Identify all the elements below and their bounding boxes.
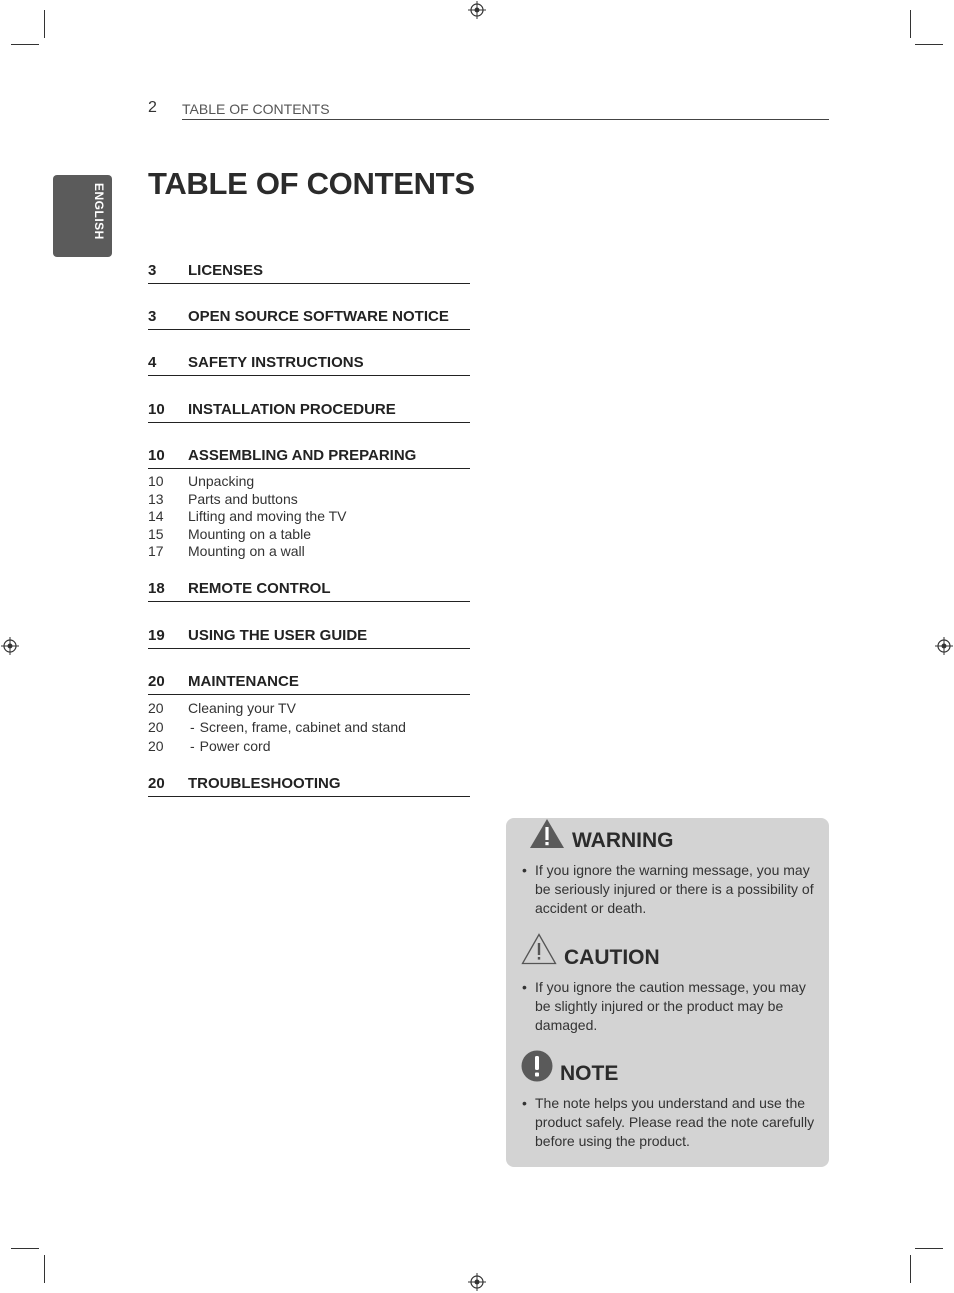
toc-section xyxy=(148,447,470,561)
toc-page-number: 10 xyxy=(148,473,164,489)
toc-page-number: 4 xyxy=(148,354,157,371)
warning-text xyxy=(522,861,817,918)
toc-page-number: 17 xyxy=(148,543,164,560)
toc-subitem-title: Cleaning your TV xyxy=(188,700,296,716)
toc-section-title: MAINTENANCE xyxy=(188,673,299,690)
crop-mark xyxy=(44,1255,45,1283)
page-number: 2 xyxy=(148,99,157,116)
toc-section xyxy=(148,627,470,649)
toc-subitem-title: Mounting on a wall xyxy=(188,543,305,560)
toc-section-heading[interactable] xyxy=(148,775,470,797)
toc-section-title: REMOTE CONTROL xyxy=(188,580,331,597)
toc-section-heading[interactable] xyxy=(148,354,470,376)
toc-section xyxy=(148,308,470,330)
toc-section-heading[interactable] xyxy=(148,673,470,695)
toc-subitem[interactable] xyxy=(148,718,470,737)
warning-message: If you ignore the warning message, you may be seriously injured or there is a possibility of accident or death. xyxy=(535,862,814,916)
toc-page-number: 3 xyxy=(148,308,157,325)
toc-subitem-title: Parts and buttons xyxy=(188,490,298,507)
toc-subitem[interactable] xyxy=(148,473,470,491)
toc-subitem[interactable] xyxy=(148,491,470,509)
bullet: • xyxy=(522,979,527,995)
caution-label: CAUTION xyxy=(564,946,660,969)
warning-label: WARNING xyxy=(572,829,674,852)
toc-page-number: 20 xyxy=(148,738,164,754)
bullet: • xyxy=(522,862,527,878)
language-tab-label: ENGLISH xyxy=(92,183,106,240)
toc-section xyxy=(148,262,470,284)
toc-subitem-title: Mounting on a table xyxy=(188,525,311,542)
note-label: NOTE xyxy=(560,1062,619,1085)
toc-section-heading[interactable] xyxy=(148,308,470,330)
toc-page-number: 14 xyxy=(148,508,164,525)
page-title: TABLE OF CONTENTS xyxy=(148,166,475,201)
note-text xyxy=(522,1094,817,1151)
note-message: The note helps you understand and use the product safely. Please read the note carefully before using the product. xyxy=(535,1095,815,1149)
toc-page-number: 20 xyxy=(148,719,164,735)
toc-section-title: LICENSES xyxy=(188,262,264,279)
caution-heading xyxy=(521,933,660,969)
warning-heading xyxy=(529,818,674,852)
toc-page-number: 15 xyxy=(148,525,164,542)
toc-subitem[interactable] xyxy=(148,526,470,544)
toc-section-heading[interactable] xyxy=(148,580,470,602)
toc-section xyxy=(148,401,470,423)
safety-notice-box xyxy=(506,818,829,1167)
toc-section xyxy=(148,580,470,602)
toc-subitem-title: Power cord xyxy=(199,738,271,754)
toc-page-number: 3 xyxy=(148,262,157,279)
registration-mark-icon xyxy=(1,637,19,655)
toc-section-title: TROUBLESHOOTING xyxy=(188,775,341,792)
toc-page-number: 10 xyxy=(148,401,165,418)
toc-page-number: 19 xyxy=(148,627,165,644)
toc-section-heading[interactable] xyxy=(148,262,470,284)
warning-triangle-filled-icon xyxy=(529,818,565,849)
crop-mark xyxy=(44,10,45,38)
toc-page-number: 13 xyxy=(148,490,164,507)
note-exclamation-circle-icon xyxy=(521,1050,553,1082)
crop-mark xyxy=(910,1255,911,1283)
crop-mark xyxy=(915,44,943,45)
header-rule xyxy=(182,119,829,120)
toc-section-heading[interactable] xyxy=(148,627,470,649)
crop-mark xyxy=(11,1248,39,1249)
toc-section xyxy=(148,354,470,376)
running-header: TABLE OF CONTENTS xyxy=(182,101,330,117)
toc-section-title: SAFETY INSTRUCTIONS xyxy=(188,354,364,371)
toc-section-heading[interactable] xyxy=(148,447,470,469)
toc-section xyxy=(148,775,470,797)
caution-triangle-outline-icon xyxy=(521,933,557,965)
toc-subitem[interactable] xyxy=(148,737,470,756)
note-heading xyxy=(521,1050,619,1085)
toc-section-heading[interactable] xyxy=(148,401,470,423)
registration-mark-icon xyxy=(935,637,953,655)
toc-section-title: OPEN SOURCE SOFTWARE NOTICE xyxy=(188,308,449,325)
toc-page-number: 18 xyxy=(148,580,165,597)
toc-section-title: USING THE USER GUIDE xyxy=(188,627,368,644)
toc-page-number: 20 xyxy=(148,775,165,792)
toc-section-title: ASSEMBLING AND PREPARING xyxy=(188,447,417,464)
crop-mark xyxy=(11,44,39,45)
caution-text xyxy=(522,978,817,1035)
toc-subitem-dash: - xyxy=(190,719,195,735)
registration-mark-icon xyxy=(468,1273,486,1291)
toc-page-number: 20 xyxy=(148,700,164,716)
toc-subitem[interactable] xyxy=(148,699,470,718)
toc-subitem[interactable] xyxy=(148,508,470,526)
toc-section xyxy=(148,673,470,756)
toc-section-title: INSTALLATION PROCEDURE xyxy=(188,401,396,418)
crop-mark xyxy=(910,10,911,38)
toc-subitem-dash: - xyxy=(190,738,195,754)
registration-mark-icon xyxy=(468,1,486,19)
toc-page-number: 10 xyxy=(148,447,165,464)
crop-mark xyxy=(915,1248,943,1249)
toc-subitem-title: Unpacking xyxy=(188,473,255,489)
bullet: • xyxy=(522,1095,527,1111)
toc-page-number: 20 xyxy=(148,673,165,690)
caution-message: If you ignore the caution message, you may be slightly injured or the product may be damaged. xyxy=(535,979,806,1033)
toc-subitem[interactable] xyxy=(148,543,470,561)
toc-subitem-title: Lifting and moving the TV xyxy=(188,508,347,525)
toc-subitem-title: Screen, frame, cabinet and stand xyxy=(199,719,406,735)
